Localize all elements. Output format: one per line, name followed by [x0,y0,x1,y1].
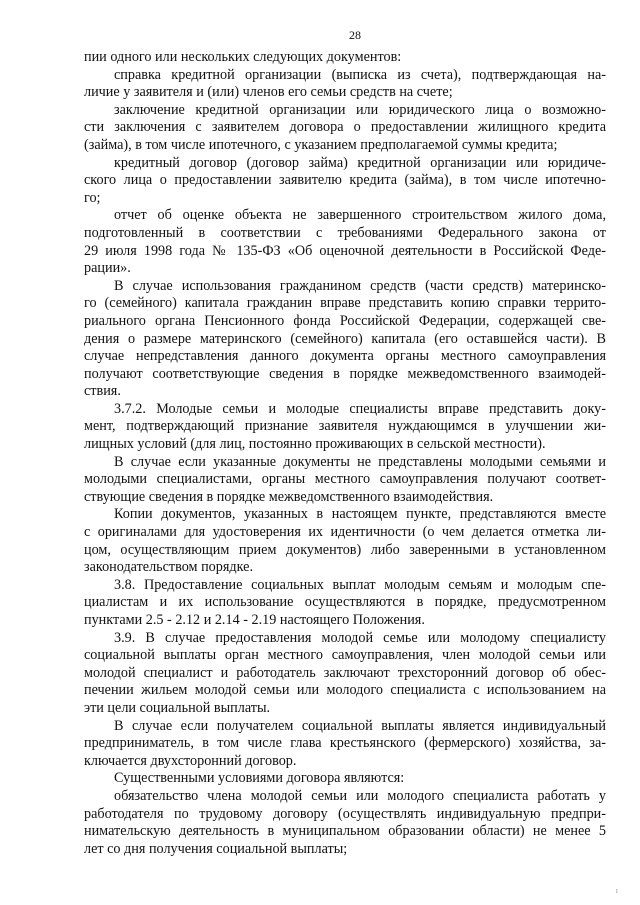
paragraph [84,207,606,277]
paragraph [84,718,606,771]
text-line: В случае использования гражданином средств (части средств) материнско- [114,277,606,294]
text-line: В случае если получателем социальной выплаты является индивидуальный [114,717,606,734]
text-line: молодой специалист и работодатель заключают трехсторонний договор об обес- [84,664,606,681]
text-line: лищных условий (для лиц, постоянно проживающих в сельской местности). [84,436,546,453]
text-line: сти заключения с заявителем договора о предоставлении жилищного кредита [84,119,606,136]
paragraph [84,102,606,155]
paragraph [84,67,606,102]
text-line: эти цели социальной выплаты. [84,699,271,716]
text-line: молодыми специалистами, органы местного самоуправления получают соответ- [84,471,606,488]
text-line: справка кредитной организации (выписка из счета), подтверждающая на- [114,66,606,83]
paragraph [84,506,606,576]
text-line: получают соответствующие сведения в порядке межведомственного взаимодей- [84,365,606,382]
text-line: лет со дня получения социальной выплаты; [84,840,348,857]
text-line: 3.9. В случае предоставления молодой семье или молодому специалисту [114,629,606,646]
text-line: личие у заявителя и (или) членов его семьи средств на счете; [84,84,453,101]
text-line: 3.7.2. Молодые семьи и молодые специалисты вправе представить доку- [114,400,606,417]
text-line: го (семейного) капитала гражданин вправе представить копию справки террито- [84,295,606,312]
text-line: риального органа Пенсионного фонда Российской Федерации, содержащей све- [84,312,606,329]
text-line: законодательством порядке. [84,559,253,576]
paragraph [84,788,606,858]
paragraph [84,770,606,788]
text-line: пунктами 2.5 - 2.12 и 2.14 - 2.19 настоящего Положения. [84,612,425,628]
text-line: ключается двухсторонний договор. [84,752,297,769]
text-line: циалистам и их использование осуществляются в порядке, предусмотренном [84,594,606,611]
text-line: социальной выплаты орган местного самоуправления, член молодой семьи или [84,647,606,664]
text-line: го; [84,189,101,206]
text-line: ствия. [84,383,121,400]
text-line: предприниматель, в том числе глава крестьянского (фермерского) хозяйства, за- [84,735,606,752]
text-line: обязательство члена молодой семьи или молодого специалиста работать у [114,787,606,804]
paragraph [84,278,606,401]
paragraph [84,454,606,507]
text-line: дения о размере материнского (семейного) капитала (его оставшейся части). В [84,330,606,347]
paragraph [84,630,606,718]
document-body [84,49,606,858]
text-line: рации». [84,260,131,277]
paragraph [84,49,606,67]
text-line: заключение кредитной организации или юридического лица о возможно- [114,101,606,118]
text-line: (займа), в том числе ипотечного, с указанием предполагаемой суммы кредита; [84,136,558,153]
text-line: случае непредставления данного документа органы местного самоуправления [84,348,606,365]
text-line: печении жильем молодой семьи или молодого специалиста с использованием на [84,682,606,699]
text-line: 3.8. Предоставление социальных выплат молодым семьям и молодым спе- [114,576,606,593]
paragraph [84,155,606,208]
text-line: с оригиналами для удостоверения их идентичности (о чем делается отметка ли- [84,524,606,541]
text-line: ского лица о предоставлении заявителю кредита (займа), в том числе ипотечно- [84,172,606,189]
text-line: Копии документов, указанных в настоящем пункте, представляются вместе [114,506,606,523]
text-line: отчет об оценке объекта не завершенного строительством жилого дома, [114,207,606,224]
page-number: 28 [349,28,361,42]
text-line: пии одного или нескольких следующих документов: [84,49,402,65]
text-line: ствующие сведения в порядке межведомственного взаимодействия. [84,488,494,505]
text-line: Существенными условиями договора являются: [114,770,405,787]
scan-mark: ı [615,886,618,895]
text-line: В случае если указанные документы не представлены молодыми семьями и [114,453,606,470]
text-line: нимательскую деятельность в муниципальном образовании области) не менее 5 [84,823,606,840]
text-line: работодателя по трудовому договору (осуществлять индивидуальную предпри- [84,805,606,822]
text-line: цом, осуществляющим прием документов) либо заверенными в установленном [84,541,606,558]
paragraph [84,401,606,454]
text-line: подготовленный в соответствии с требованиями Федерального закона от [84,224,606,241]
paragraph [84,577,606,630]
text-line: кредитный договор (договор займа) кредитной организации или юридиче- [114,154,606,171]
text-line: 29 июля 1998 года № 135-ФЗ «Об оценочной деятельности в Российской Феде- [84,242,606,259]
text-line: мент, подтверждающий признание заявителя нуждающимся в улучшении жи- [84,418,606,435]
